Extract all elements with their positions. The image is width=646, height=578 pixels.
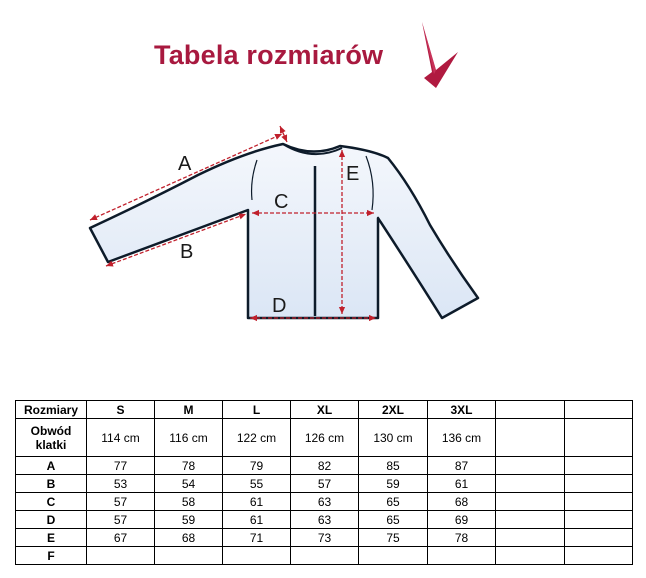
table-cell: [565, 419, 633, 457]
table-cell: 53: [87, 475, 155, 493]
table-cell: 87: [428, 457, 496, 475]
table-cell: 61: [223, 493, 291, 511]
table-cell: 61: [223, 511, 291, 529]
table-row: [16, 511, 633, 529]
table-cell: 75: [359, 529, 428, 547]
table-cell: [87, 547, 155, 565]
table-cell: [565, 475, 633, 493]
table-cell: 136 cm: [428, 419, 496, 457]
page-title: Tabela rozmiarów: [154, 40, 384, 70]
table-cell: 130 cm: [359, 419, 428, 457]
row-label: D: [16, 511, 87, 529]
table-cell: 71: [223, 529, 291, 547]
header-cell: 3XL: [428, 401, 496, 419]
table-cell: [428, 547, 496, 565]
row-label: F: [16, 547, 87, 565]
table-cell: 68: [428, 493, 496, 511]
header-cell: [565, 401, 633, 419]
table-row: [16, 547, 633, 565]
size-table: [15, 400, 633, 565]
table-row: [16, 493, 633, 511]
table-cell: 77: [87, 457, 155, 475]
table-cell: [496, 511, 565, 529]
table-cell: 57: [87, 511, 155, 529]
table-row: [16, 457, 633, 475]
table-cell: 58: [155, 493, 223, 511]
header-cell: Rozmiary: [16, 401, 87, 419]
header-cell: XL: [291, 401, 359, 419]
table-cell: 63: [291, 511, 359, 529]
label-c: C: [274, 191, 289, 213]
table-cell: 59: [359, 475, 428, 493]
sweater-outline: [90, 144, 478, 318]
label-d: D: [272, 295, 287, 317]
table-cell: [496, 457, 565, 475]
table-header-row: [16, 401, 633, 419]
table-cell: 116 cm: [155, 419, 223, 457]
table-cell: [565, 457, 633, 475]
table-row: [16, 529, 633, 547]
table-cell: 73: [291, 529, 359, 547]
table-cell: [565, 493, 633, 511]
table-cell: [155, 547, 223, 565]
table-cell: 78: [428, 529, 496, 547]
table-cell: [496, 475, 565, 493]
table-cell: [565, 547, 633, 565]
table-cell: [359, 547, 428, 565]
table-cell: 54: [155, 475, 223, 493]
table-cell: [223, 547, 291, 565]
header-cell: L: [223, 401, 291, 419]
table-cell: [565, 529, 633, 547]
table-cell: 57: [87, 493, 155, 511]
table-cell: 69: [428, 511, 496, 529]
table-cell: [565, 511, 633, 529]
row-label: A: [16, 457, 87, 475]
label-a: A: [178, 153, 192, 175]
table-cell: 126 cm: [291, 419, 359, 457]
table-cell: 82: [291, 457, 359, 475]
row-label: C: [16, 493, 87, 511]
table-cell: 79: [223, 457, 291, 475]
table-cell: 68: [155, 529, 223, 547]
table-cell: 61: [428, 475, 496, 493]
table-cell: [496, 547, 565, 565]
header-cell: 2XL: [359, 401, 428, 419]
table-cell: 85: [359, 457, 428, 475]
table-cell: 67: [87, 529, 155, 547]
table-cell: 65: [359, 511, 428, 529]
table-cell: [496, 493, 565, 511]
table-row: [16, 475, 633, 493]
row-label: E: [16, 529, 87, 547]
table-cell: 65: [359, 493, 428, 511]
table-cell: 59: [155, 511, 223, 529]
table-cell: 114 cm: [87, 419, 155, 457]
header-cell: [496, 401, 565, 419]
table-cell: 55: [223, 475, 291, 493]
row-label: B: [16, 475, 87, 493]
header-cell: S: [87, 401, 155, 419]
table-cell: 78: [155, 457, 223, 475]
header-cell: M: [155, 401, 223, 419]
table-cell: 122 cm: [223, 419, 291, 457]
table-cell: [496, 529, 565, 547]
table-cell: 63: [291, 493, 359, 511]
label-e: E: [346, 163, 360, 185]
table-cell: 57: [291, 475, 359, 493]
table-cell: [291, 547, 359, 565]
table-row: [16, 419, 633, 457]
table-cell: [496, 419, 565, 457]
label-b: B: [180, 241, 194, 263]
row-label: Obwód klatki: [16, 419, 87, 457]
